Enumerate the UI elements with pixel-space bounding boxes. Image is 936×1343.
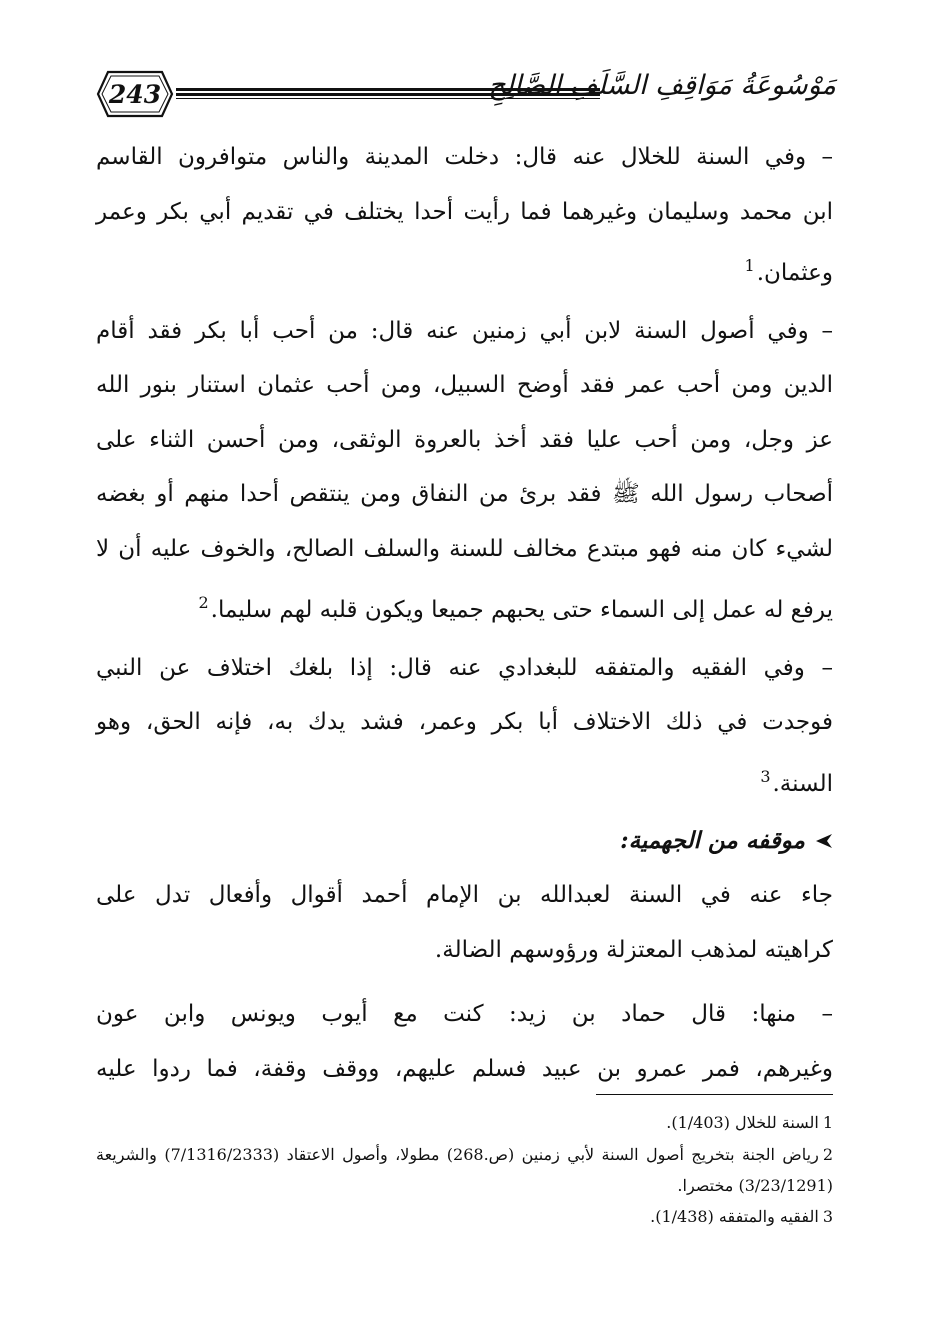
- text-line: السنة.: [772, 770, 833, 797]
- text-line-with-footnote: [96, 239, 833, 294]
- footnote-ref[interactable]: 1: [744, 256, 755, 275]
- text-line: لشيء كان منه فهو مبتدع مخالف للسنة والسلف الصالح، والخوف عليه أن لا: [96, 535, 833, 562]
- footnote: [96, 1139, 833, 1171]
- footnote-text: الفقيه والمتفقه (1/438).: [650, 1207, 819, 1226]
- footnote-separator: [596, 1094, 833, 1095]
- page-number-badge: [96, 70, 174, 118]
- main-text: [96, 130, 833, 1096]
- footnote-number: 3: [822, 1207, 833, 1226]
- footnote-continuation: (3/23/1291) مختصرا.: [677, 1176, 833, 1195]
- text-line: وعثمان.: [756, 260, 833, 286]
- paragraph: [96, 130, 833, 294]
- text-line: – وفي أصول السنة لابن أبي زمنين عنه قال: من أحب أبا بكر فقد أقام: [96, 317, 833, 344]
- text-line: عز وجل، ومن أحب عليا فقد أخذ بالعروة الوثقى، ومن أحسن الثناء على: [96, 426, 833, 453]
- text-line: الدين ومن أحب عمر فقد أوضح السبيل، ومن أحب عثمان استنار بنور الله: [96, 372, 833, 398]
- footnote-ref[interactable]: 3: [760, 766, 771, 786]
- text-line: ابن محمد وسليمان وغيرهما فما رأيت أحدا يختلف في تقديم أبي بكر وعمر: [96, 198, 833, 225]
- footnote-number: 1: [822, 1113, 833, 1132]
- paragraph: [96, 304, 833, 631]
- paragraph: [96, 641, 833, 805]
- page-number: 243: [108, 80, 162, 109]
- text-line: يرفع له عمل إلى السماء حتى يحبهم جميعا ويكون قلبه لهم سليما.: [210, 597, 833, 623]
- footnotes: [96, 1107, 833, 1233]
- text-line-with-footnote: [96, 576, 833, 631]
- text-line: – وفي الفقيه والمتفقه للبغدادي عنه قال: إذا بلغك اختلاف عن النبي: [96, 654, 833, 681]
- text-line: جاء عنه في السنة لعبدالله بن الإمام أحمد أقوال وأفعال تدل على: [96, 882, 833, 908]
- footnote: [96, 1107, 833, 1139]
- paragraph: [96, 987, 833, 1096]
- footnote-text: السنة للخلال (1/403).: [666, 1113, 819, 1132]
- footnote-ref[interactable]: 2: [198, 593, 209, 612]
- paragraph: [96, 868, 833, 977]
- arrow-left-icon: [815, 832, 833, 850]
- text-line: وغيرهم، فمر عمرو بن عبيد فسلم عليهم، ووقف وقفة، فما ردوا عليه: [96, 1055, 833, 1082]
- text-line-with-footnote: [96, 750, 833, 805]
- footnote-number: 2: [822, 1145, 833, 1164]
- section-heading: [96, 814, 833, 868]
- text-line: أصحاب رسول الله ﷺ فقد برئ من النفاق ومن ينتقص أحدا منهم أو بغضه: [96, 481, 833, 507]
- book-title: مَوْسُوعَةُ مَوَاقِفِ السَّلَفِ الصَّالِحِ: [488, 70, 836, 101]
- text-line: – وفي السنة للخلال عنه قال: دخلت المدينة والناس متوافرون القاسم: [96, 144, 833, 170]
- text-line: كراهيته لمذهب المعتزلة ورؤوسهم الضالة.: [434, 936, 833, 963]
- text-line: – منها: قال حماد بن زيد: كنت مع أيوب ويونس وابن عون: [96, 1001, 833, 1027]
- section-heading-text: موقفه من الجهمية:: [620, 827, 805, 854]
- page-header: [96, 64, 836, 124]
- text-line: فوجدت في ذلك الاختلاف أبا بكر وعمر، فشد يدك به، فإنه الحق، وهو: [96, 709, 833, 735]
- footnote-text: رياض الجنة بتخريج أصول السنة لأبي زمنين (ص.268) مطولا، وأصول الاعتقاد (7/1316/2333) والشريعة: [96, 1145, 819, 1164]
- footnote: [96, 1201, 833, 1233]
